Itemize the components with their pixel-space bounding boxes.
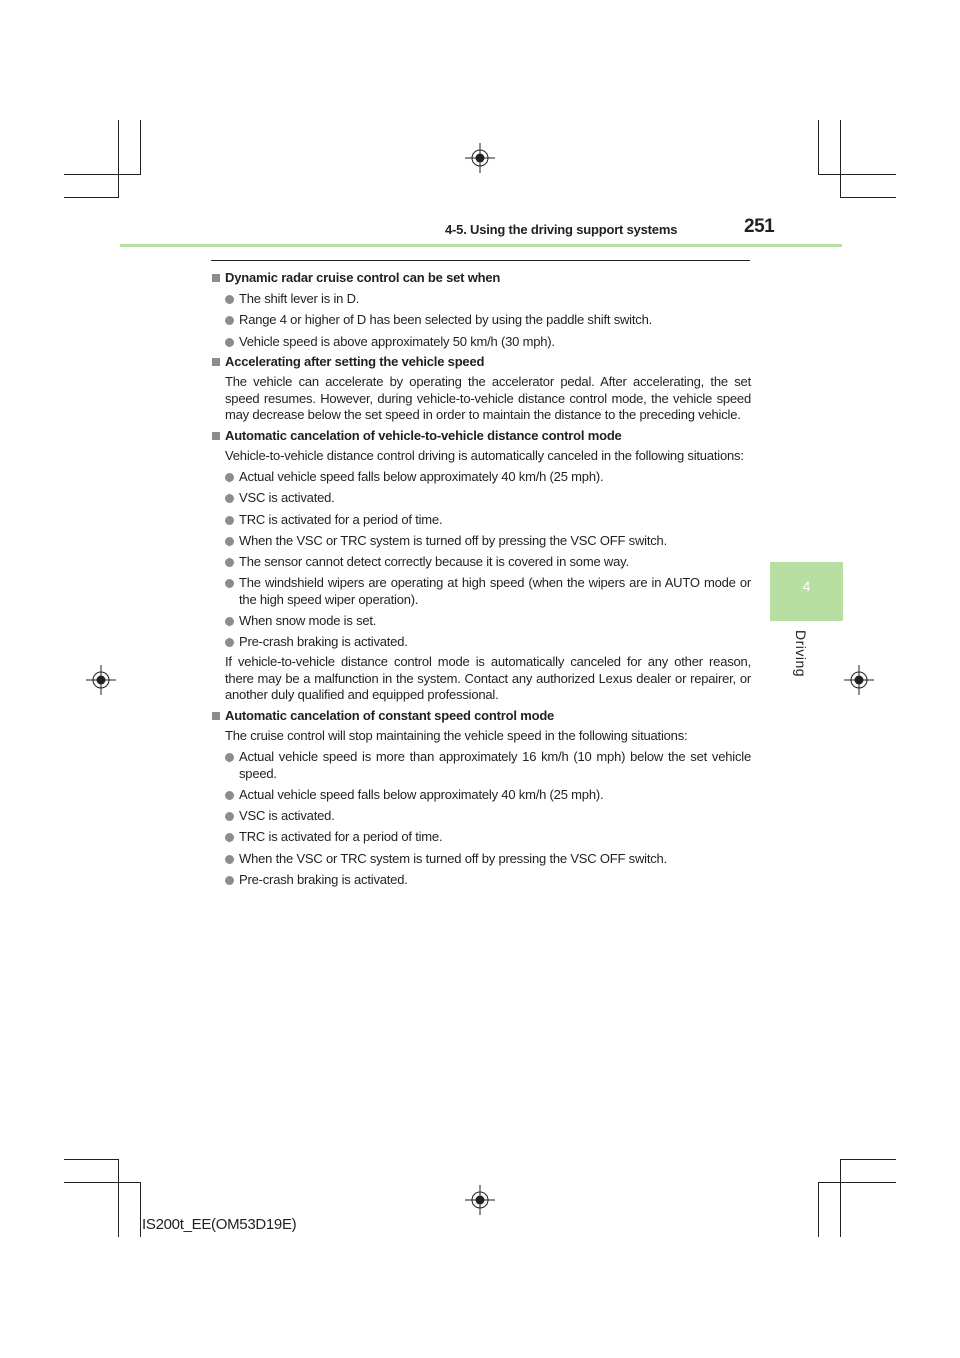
- list-item: When snow mode is set.: [211, 613, 751, 629]
- registration-mark-icon: [844, 665, 874, 695]
- crop-mark: [64, 197, 119, 198]
- bullet-dot-icon: [225, 516, 234, 525]
- list-item: Actual vehicle speed is more than approximately 16 km/h (10 mph) below the set vehicle speed.: [211, 749, 751, 782]
- crop-mark: [818, 174, 896, 175]
- crop-mark: [840, 1159, 896, 1160]
- crop-mark: [64, 1182, 141, 1183]
- section-paragraph: The vehicle can accelerate by operating the accelerator pedal. After accelerating, the set speed resumes. However, during vehicle-to-vehicle distance control mode, the vehicle speed may decrease below the set speed in order to maintain the distance to the preceding vehicle.: [225, 374, 751, 423]
- list-item: When the VSC or TRC system is turned off by pressing the VSC OFF switch.: [211, 533, 751, 549]
- bullet-dot-icon: [225, 791, 234, 800]
- page-number: 251: [744, 216, 775, 237]
- bullet-dot-icon: [225, 295, 234, 304]
- bullet-dot-icon: [225, 473, 234, 482]
- bullet-dot-icon: [225, 537, 234, 546]
- list-item: VSC is activated.: [211, 490, 751, 506]
- bullet-dot-icon: [225, 579, 234, 588]
- section-heading: Automatic cancelation of vehicle-to-vehicle distance control mode: [211, 428, 751, 444]
- square-bullet-icon: [212, 712, 220, 720]
- crop-mark: [140, 1182, 141, 1237]
- bullet-dot-icon: [225, 855, 234, 864]
- list-item: The sensor cannot detect correctly because it is covered in some way.: [211, 554, 751, 570]
- list-item: Range 4 or higher of D has been selected by using the paddle shift switch.: [211, 312, 751, 328]
- section-paragraph: The cruise control will stop maintaining the vehicle speed in the following situations:: [225, 728, 688, 744]
- content-body: [211, 270, 751, 888]
- registration-mark-icon: [465, 143, 495, 173]
- bullet-dot-icon: [225, 876, 234, 885]
- bullet-dot-icon: [225, 638, 234, 647]
- list-item: VSC is activated.: [211, 808, 751, 824]
- bullet-dot-icon: [225, 316, 234, 325]
- chapter-tab: [770, 562, 843, 621]
- document-code: IS200t_EE(OM53D19E): [142, 1216, 297, 1233]
- list-item: When the VSC or TRC system is turned off by pressing the VSC OFF switch.: [211, 851, 751, 867]
- list-item: Pre-crash braking is activated.: [211, 634, 751, 650]
- crop-mark: [818, 120, 819, 174]
- square-bullet-icon: [212, 274, 220, 282]
- chapter-label: Driving: [793, 630, 809, 678]
- crop-mark: [118, 120, 119, 198]
- crop-mark: [118, 1159, 119, 1237]
- section-title: 4-5. Using the driving support systems: [445, 222, 678, 237]
- section-paragraph: If vehicle-to-vehicle distance control mode is automatically canceled for any other reason, there may be a malfunction in the system. Contact any authorized Lexus dealer or repairer, or another duly qualified and equipped professional.: [225, 654, 751, 703]
- list-item: Vehicle speed is above approximately 50 km/h (30 mph).: [211, 334, 751, 350]
- square-bullet-icon: [212, 432, 220, 440]
- bullet-dot-icon: [225, 494, 234, 503]
- section-heading: Dynamic radar cruise control can be set when: [211, 270, 751, 286]
- list-item: The windshield wipers are operating at high speed (when the wipers are in AUTO mode or the high speed wiper operation).: [211, 575, 751, 608]
- registration-mark-icon: [465, 1185, 495, 1215]
- crop-mark: [64, 1159, 119, 1160]
- list-item: Pre-crash braking is activated.: [211, 872, 751, 888]
- crop-mark: [818, 1182, 819, 1237]
- list-item: TRC is activated for a period of time.: [211, 829, 751, 845]
- bullet-dot-icon: [225, 833, 234, 842]
- section-heading: Accelerating after setting the vehicle speed: [211, 354, 751, 370]
- header-rule: [120, 244, 842, 247]
- section-paragraph: Vehicle-to-vehicle distance control driving is automatically canceled in the following situations:: [225, 448, 744, 464]
- bullet-dot-icon: [225, 338, 234, 347]
- bullet-dot-icon: [225, 558, 234, 567]
- chapter-number: 4: [802, 578, 811, 594]
- square-bullet-icon: [212, 358, 220, 366]
- list-item: TRC is activated for a period of time.: [211, 512, 751, 528]
- bullet-dot-icon: [225, 617, 234, 626]
- registration-mark-icon: [86, 665, 116, 695]
- section-heading: Automatic cancelation of constant speed control mode: [211, 708, 751, 724]
- crop-mark: [840, 120, 841, 198]
- content-rule: [211, 260, 750, 261]
- crop-mark: [840, 1159, 841, 1237]
- crop-mark: [840, 197, 896, 198]
- bullet-dot-icon: [225, 753, 234, 762]
- list-item: Actual vehicle speed falls below approximately 40 km/h (25 mph).: [211, 787, 751, 803]
- crop-mark: [64, 174, 141, 175]
- bullet-dot-icon: [225, 812, 234, 821]
- list-item: Actual vehicle speed falls below approximately 40 km/h (25 mph).: [211, 469, 751, 485]
- crop-mark: [818, 1182, 896, 1183]
- list-item: The shift lever is in D.: [211, 291, 751, 307]
- crop-mark: [140, 120, 141, 174]
